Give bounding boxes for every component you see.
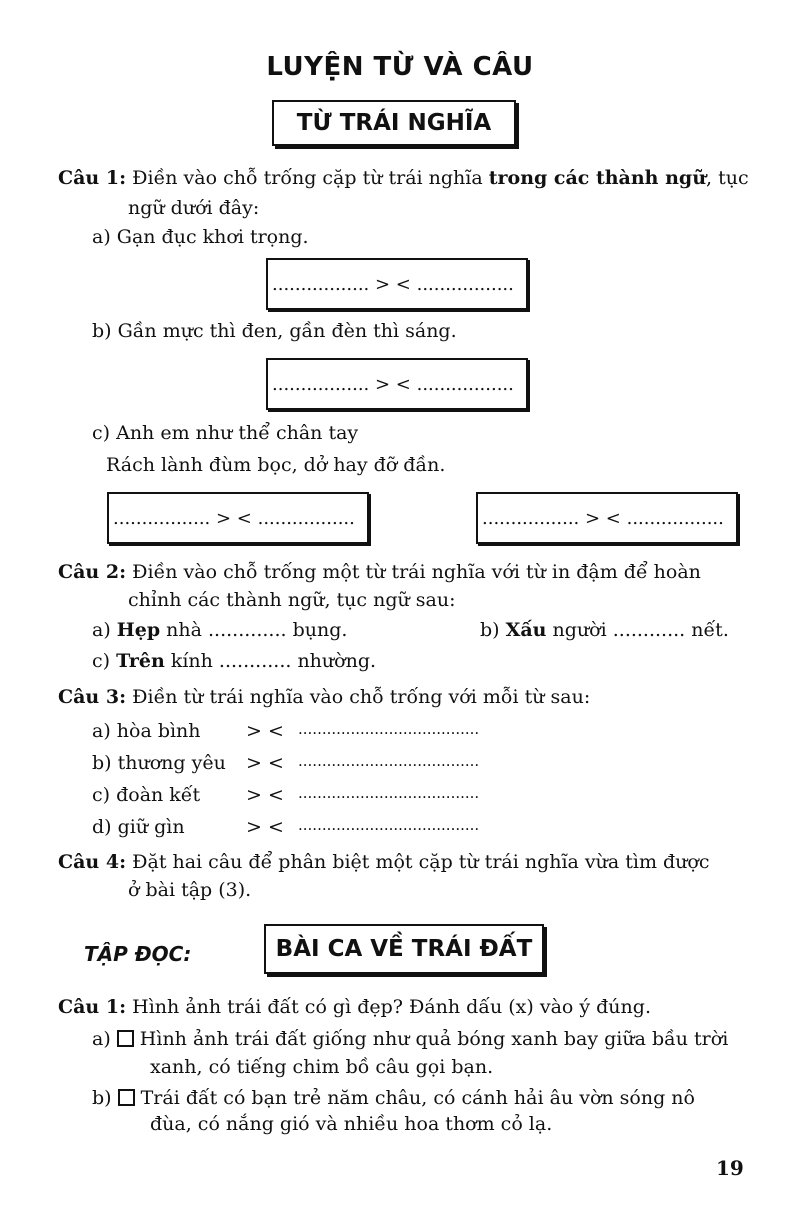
q4-line1 xyxy=(58,851,710,873)
q3-item-blank[interactable]: ...................................... xyxy=(298,752,480,770)
q1-item-c-line1: c) Anh em như thể chân tay xyxy=(92,422,359,444)
r1-a-line1: Hình ảnh trái đất giống như quả bóng xanh bay giữa bầu trời xyxy=(139,1028,729,1050)
r1-line1 xyxy=(58,996,651,1018)
q1-box-c2-text: ................. > < ................. xyxy=(482,507,724,529)
q1-item-c-line2: Rách lành đùm bọc, dở hay đỡ đần. xyxy=(106,454,446,476)
q3-item-word: a) hòa bình xyxy=(92,720,201,742)
q1-box-c1-text: ................. > < ................. xyxy=(113,507,355,529)
q3-text: Điền từ trái nghĩa vào chỗ trống với mỗi từ sau: xyxy=(132,686,591,708)
q1-line2: ngữ dưới đây: xyxy=(128,197,260,219)
q2-a-prefix: a) xyxy=(92,619,111,641)
q2-label: Câu 2: xyxy=(58,561,127,583)
r1-label: Câu 1: xyxy=(58,996,127,1018)
q3-item-sign: > < xyxy=(246,720,284,742)
r1-b-line1: Trái đất có bạn trẻ năm châu, có cánh hải âu vờn sóng nô xyxy=(140,1087,695,1109)
r1-text: Hình ảnh trái đất có gì đẹp? Đánh dấu (x) vào ý đúng. xyxy=(132,996,651,1018)
reading-title: BÀI CA VỀ TRÁI ĐẤT xyxy=(275,936,533,962)
q2-c-prefix: c) xyxy=(92,650,111,672)
q1-answer-box-c1[interactable] xyxy=(107,492,369,544)
q4-label: Câu 4: xyxy=(58,851,127,873)
q3-item-word: d) giữ gìn xyxy=(92,816,185,838)
q1-line1 xyxy=(58,167,749,189)
q3-item-sign: > < xyxy=(246,816,284,838)
q2-line1 xyxy=(58,561,701,583)
q3-item-sign: > < xyxy=(246,784,284,806)
q2-item-b xyxy=(480,619,729,641)
q2-b-bold: Xấu xyxy=(505,619,547,641)
lesson-title-box xyxy=(272,100,516,146)
q1-answer-box-b[interactable] xyxy=(266,358,528,410)
r1-b-line2: đùa, có nắng gió và nhiều hoa thơm cỏ lạ. xyxy=(150,1113,553,1135)
q3-item-sign: > < xyxy=(246,752,284,774)
q4-line2: ở bài tập (3). xyxy=(128,879,252,901)
lesson-title: TỪ TRÁI NGHĨA xyxy=(296,110,492,136)
q2-c-rest: kính ............ nhường. xyxy=(170,650,377,672)
reading-label: TẬP ĐỌC: xyxy=(84,942,192,966)
q1-text: Điền vào chỗ trống cặp từ trái nghĩa xyxy=(132,167,483,189)
q1-text-bold: trong các thành ngữ xyxy=(488,167,707,189)
r1-a-line2: xanh, có tiếng chim bồ câu gọi bạn. xyxy=(150,1056,494,1078)
q3-item-blank[interactable]: ...................................... xyxy=(298,720,480,738)
checkbox-b[interactable] xyxy=(118,1089,135,1106)
q1-box-b-text: ................. > < ................. xyxy=(272,373,514,395)
q3-item-blank[interactable]: ...................................... xyxy=(298,784,480,802)
r1-a-prefix: a) xyxy=(92,1028,111,1050)
q3-item-word: c) đoàn kết xyxy=(92,784,201,806)
checkbox-a[interactable] xyxy=(117,1030,134,1047)
q1-text-tail: , tục xyxy=(706,167,749,189)
q2-a-rest: nhà ............. bụng. xyxy=(166,619,348,641)
page-number: 19 xyxy=(716,1156,744,1180)
reading-title-box xyxy=(264,924,544,974)
q2-line2: chỉnh các thành ngữ, tục ngữ sau: xyxy=(128,589,456,611)
q3-label: Câu 3: xyxy=(58,686,127,708)
q2-item-c xyxy=(92,650,376,672)
r1-b-prefix: b) xyxy=(92,1087,112,1109)
q2-text: Điền vào chỗ trống một từ trái nghĩa với từ in đậm để hoàn xyxy=(132,561,701,583)
q1-answer-box-a[interactable] xyxy=(266,258,528,310)
q2-item-a xyxy=(92,619,347,641)
q4-text: Đặt hai câu để phân biệt một cặp từ trái nghĩa vừa tìm được xyxy=(132,851,710,873)
q2-b-rest: người ............ nết. xyxy=(552,619,729,641)
q2-b-prefix: b) xyxy=(480,619,500,641)
q3-line1 xyxy=(58,686,590,708)
q1-item-a: a) Gạn đục khơi trọng. xyxy=(92,226,309,248)
q1-box-a-text: ................. > < ................. xyxy=(272,273,514,295)
q3-item-word: b) thương yêu xyxy=(92,752,226,774)
q2-a-bold: Hẹp xyxy=(116,619,161,641)
q1-item-b: b) Gần mực thì đen, gần đèn thì sáng. xyxy=(92,320,457,342)
q1-answer-box-c2[interactable] xyxy=(476,492,738,544)
q3-item-blank[interactable]: ...................................... xyxy=(298,816,480,834)
q2-c-bold: Trên xyxy=(116,650,165,672)
r1-option-a xyxy=(92,1028,728,1050)
q1-label: Câu 1: xyxy=(58,167,127,189)
section-title: LUYỆN TỪ VÀ CÂU xyxy=(266,52,534,82)
r1-option-b xyxy=(92,1087,695,1109)
